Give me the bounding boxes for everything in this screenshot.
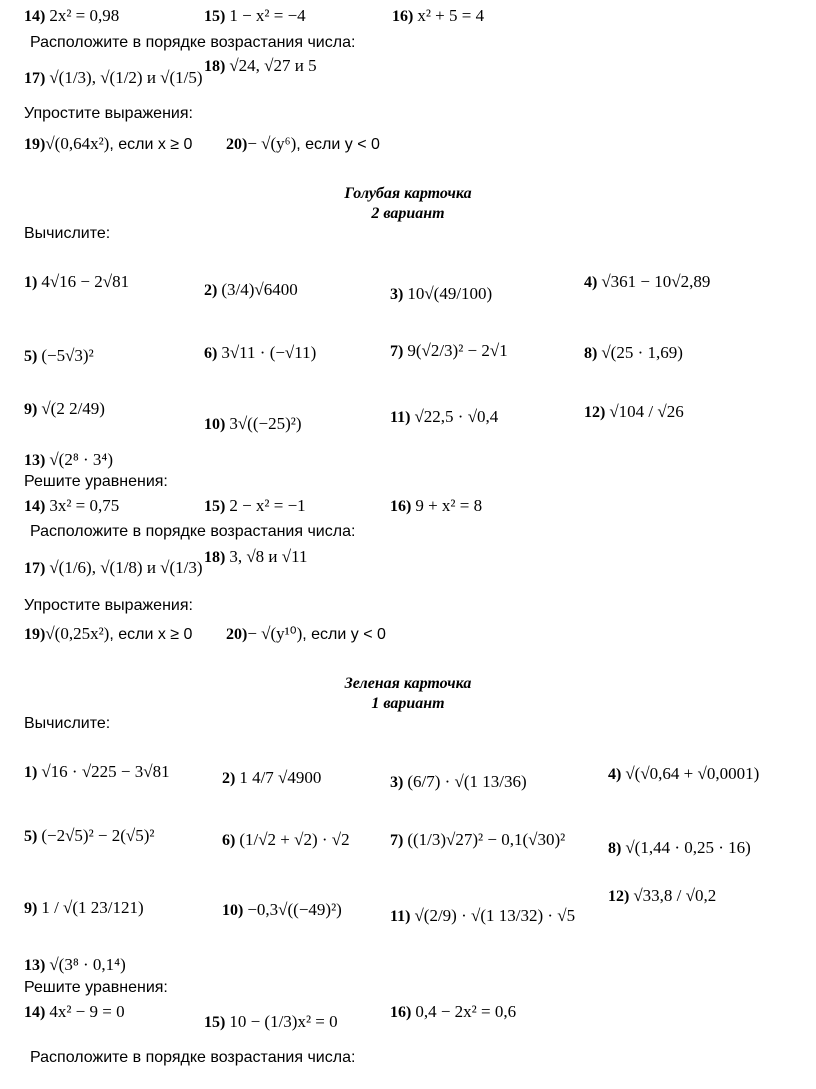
green-item-3: 3) (6/7) · √(1 13/36) bbox=[390, 772, 527, 791]
green-eq-15: 15) 10 − (1/3)x² = 0 bbox=[204, 1012, 338, 1031]
green-item-6: 6) (1/√2 + √2) · √2 bbox=[222, 830, 350, 849]
problem-17: 17) √(1/3), √(1/2) и √(1/5) bbox=[24, 68, 203, 87]
problem-18: 18) √24, √27 и 5 bbox=[204, 56, 317, 75]
blue-item-11: 11) √22,5 · √0,4 bbox=[390, 407, 499, 426]
blue-item-8: 8) √(25 · 1,69) bbox=[584, 343, 683, 362]
green-item-4: 4) √(√0,64 + √0,0001) bbox=[608, 764, 760, 783]
blue-item-13: 13) √(2⁸ · 3⁴) bbox=[24, 450, 113, 469]
green-item-12: 12) √33,8 / √0,2 bbox=[608, 886, 717, 905]
green-card-title: Зеленая карточка bbox=[344, 675, 472, 692]
blue-item-1: 1) 4√16 − 2√81 bbox=[24, 272, 130, 291]
blue-simplify-title: Упростите выражения: bbox=[24, 597, 193, 614]
blue-card-variant: 2 вариант bbox=[371, 205, 445, 222]
blue-item-6: 6) 3√11 · (−√11) bbox=[204, 343, 317, 362]
blue-eq-14: 14) 3x² = 0,75 bbox=[24, 496, 120, 515]
blue-item-9: 9) √(2 2/49) bbox=[24, 399, 105, 418]
blue-card-title: Голубая карточка bbox=[344, 185, 472, 202]
blue-problem-19: 19)√(0,25x²), если x ≥ 0 bbox=[24, 624, 193, 643]
blue-solve-title: Решите уравнения: bbox=[24, 473, 168, 490]
blue-compute-title: Вычислите: bbox=[24, 225, 111, 242]
blue-order-title: Расположите в порядке возрастания числа: bbox=[30, 523, 356, 540]
blue-item-12: 12) √104 / √26 bbox=[584, 402, 684, 421]
green-item-9: 9) 1 / √(1 23/121) bbox=[24, 898, 144, 917]
green-solve-title: Решите уравнения: bbox=[24, 979, 168, 996]
green-eq-16: 16) 0,4 − 2x² = 0,6 bbox=[390, 1002, 517, 1021]
green-item-7: 7) ((1/3)√27)² − 0,1(√30)² bbox=[390, 830, 566, 849]
blue-problem-18: 18) 3, √8 и √11 bbox=[204, 547, 308, 566]
blue-problem-17: 17) √(1/6), √(1/8) и √(1/3) bbox=[24, 558, 203, 577]
green-item-10: 10) −0,3√((−49)²) bbox=[222, 900, 342, 919]
green-item-13: 13) √(3⁸ · 0,1⁴) bbox=[24, 955, 126, 974]
blue-item-4: 4) √361 − 10√2,89 bbox=[584, 272, 711, 291]
green-item-8: 8) √(1,44 · 0,25 · 16) bbox=[608, 838, 751, 857]
green-item-1: 1) √16 · √225 − 3√81 bbox=[24, 762, 170, 781]
green-item-2: 2) 1 4/7 √4900 bbox=[222, 768, 322, 787]
green-item-11: 11) √(2/9) · √(1 13/32) · √5 bbox=[390, 906, 576, 925]
green-compute-title: Вычислите: bbox=[24, 715, 111, 732]
problem-19: 19)√(0,64x²), если x ≥ 0 bbox=[24, 134, 193, 153]
blue-item-5: 5) (−5√3)² bbox=[24, 346, 94, 365]
blue-item-10: 10) 3√((−25)²) bbox=[204, 414, 302, 433]
header-eq-14: 14) 2x² = 0,98 bbox=[24, 6, 120, 25]
order-title: Расположите в порядке возрастания числа: bbox=[30, 34, 356, 51]
blue-problem-20: 20)− √(y¹⁰), если y < 0 bbox=[226, 624, 386, 643]
green-item-5: 5) (−2√5)² − 2(√5)² bbox=[24, 826, 155, 845]
blue-item-3: 3) 10√(49/100) bbox=[390, 284, 493, 303]
green-eq-14: 14) 4x² − 9 = 0 bbox=[24, 1002, 125, 1021]
green-order-title: Расположите в порядке возрастания числа: bbox=[30, 1049, 356, 1066]
blue-eq-15: 15) 2 − x² = −1 bbox=[204, 496, 306, 515]
green-card-variant: 1 вариант bbox=[371, 695, 445, 712]
header-eq-15: 15) 1 − x² = −4 bbox=[204, 6, 306, 25]
blue-eq-16: 16) 9 + x² = 8 bbox=[390, 496, 483, 515]
blue-item-2: 2) (3/4)√6400 bbox=[204, 280, 298, 299]
blue-item-7: 7) 9(√2/3)² − 2√1 bbox=[390, 341, 508, 360]
simplify-title: Упростите выражения: bbox=[24, 105, 193, 122]
header-eq-16: 16) x² + 5 = 4 bbox=[392, 6, 485, 25]
problem-20: 20)− √(y⁶), если y < 0 bbox=[226, 134, 380, 153]
